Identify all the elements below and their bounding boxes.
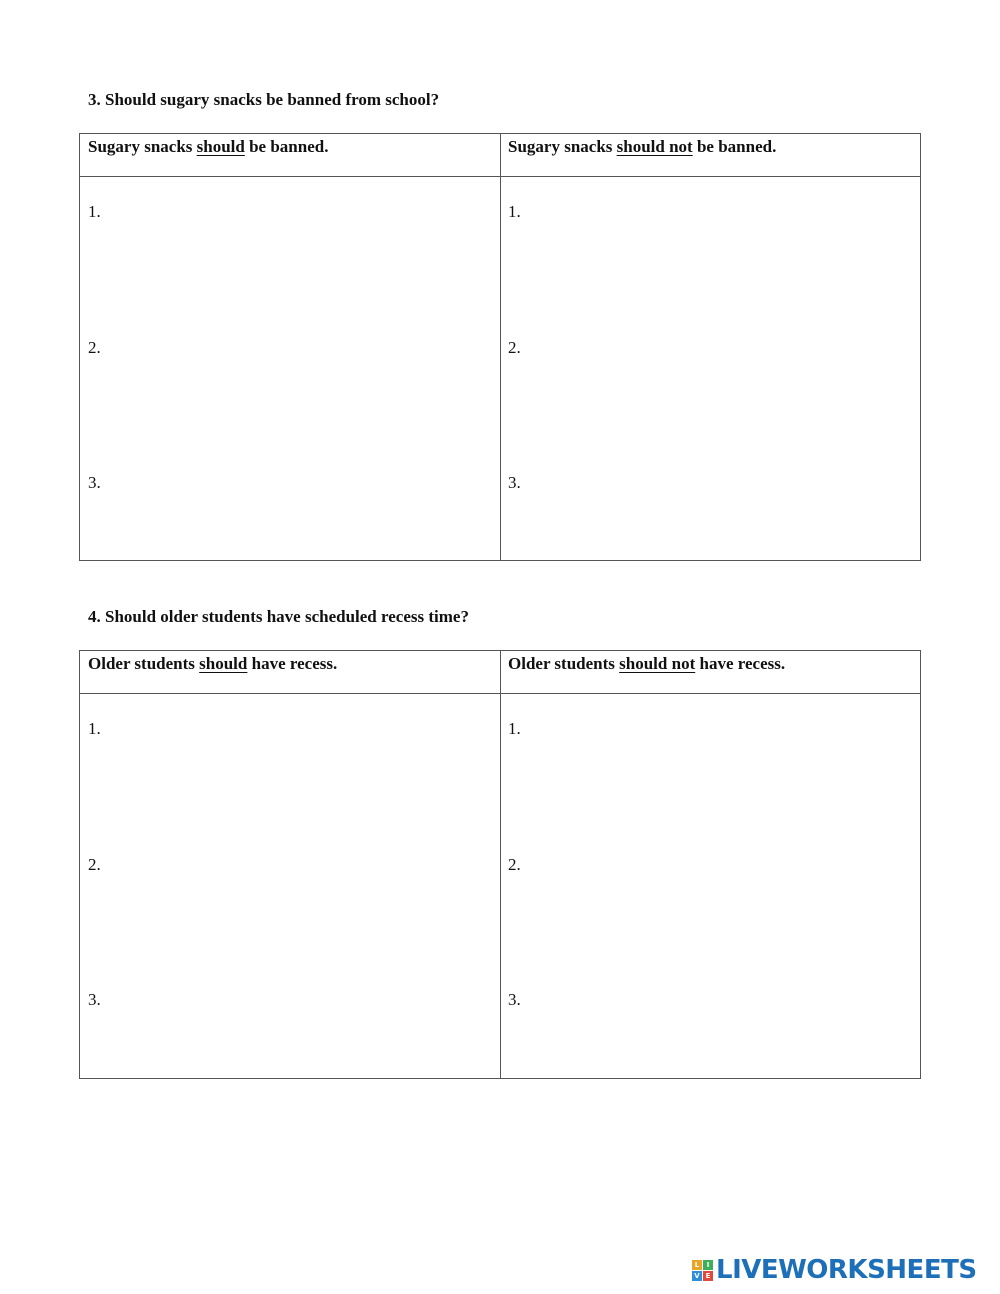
- column-divider: [500, 651, 501, 1078]
- header-emphasis: should: [199, 654, 248, 673]
- logo-square-e: E: [703, 1271, 713, 1281]
- header-text: have recess.: [247, 654, 338, 673]
- answer-number: 3.: [88, 473, 101, 492]
- logo-square-i: I: [703, 1260, 713, 1270]
- header-emphasis: should not: [619, 654, 696, 673]
- logo-wordmark: LIVEWORKSHEETS: [716, 1255, 977, 1285]
- header-emphasis: should not: [616, 137, 693, 156]
- answer-number: 3.: [88, 990, 101, 1009]
- header-cell-should-not: [508, 654, 785, 674]
- answer-number: 2.: [88, 855, 101, 874]
- answer-number: 2.: [508, 338, 521, 357]
- question-4-table: [79, 650, 921, 1079]
- header-text: be banned.: [244, 137, 329, 156]
- answer-number: 2.: [88, 338, 101, 357]
- question-3-title: 3. Should sugary snacks be banned from school?: [88, 90, 440, 109]
- header-cell-should-not: [508, 137, 776, 157]
- header-text: Older students: [88, 654, 200, 673]
- liveworksheets-logo: [692, 1255, 977, 1285]
- logo-square-l: L: [692, 1260, 702, 1270]
- answer-number: 2.: [508, 855, 521, 874]
- answer-number: 1.: [88, 202, 101, 221]
- answer-number: 3.: [508, 473, 521, 492]
- header-cell-should: [88, 137, 328, 157]
- header-text: be banned.: [692, 137, 777, 156]
- question-4-title: 4. Should older students have scheduled recess time?: [88, 607, 469, 626]
- answer-number: 1.: [508, 202, 521, 221]
- header-text: Sugary snacks: [508, 137, 617, 156]
- answer-number: 3.: [508, 990, 521, 1009]
- header-text: Sugary snacks: [88, 137, 197, 156]
- header-cell-should: [88, 654, 337, 674]
- logo-square-v: V: [692, 1271, 702, 1281]
- header-text: have recess.: [695, 654, 786, 673]
- header-text: Older students: [508, 654, 620, 673]
- answer-number: 1.: [88, 719, 101, 738]
- answer-number: 1.: [508, 719, 521, 738]
- live-logo-icon: [692, 1260, 713, 1281]
- column-divider: [500, 134, 501, 560]
- header-emphasis: should: [196, 137, 245, 156]
- question-3-table: [79, 133, 921, 561]
